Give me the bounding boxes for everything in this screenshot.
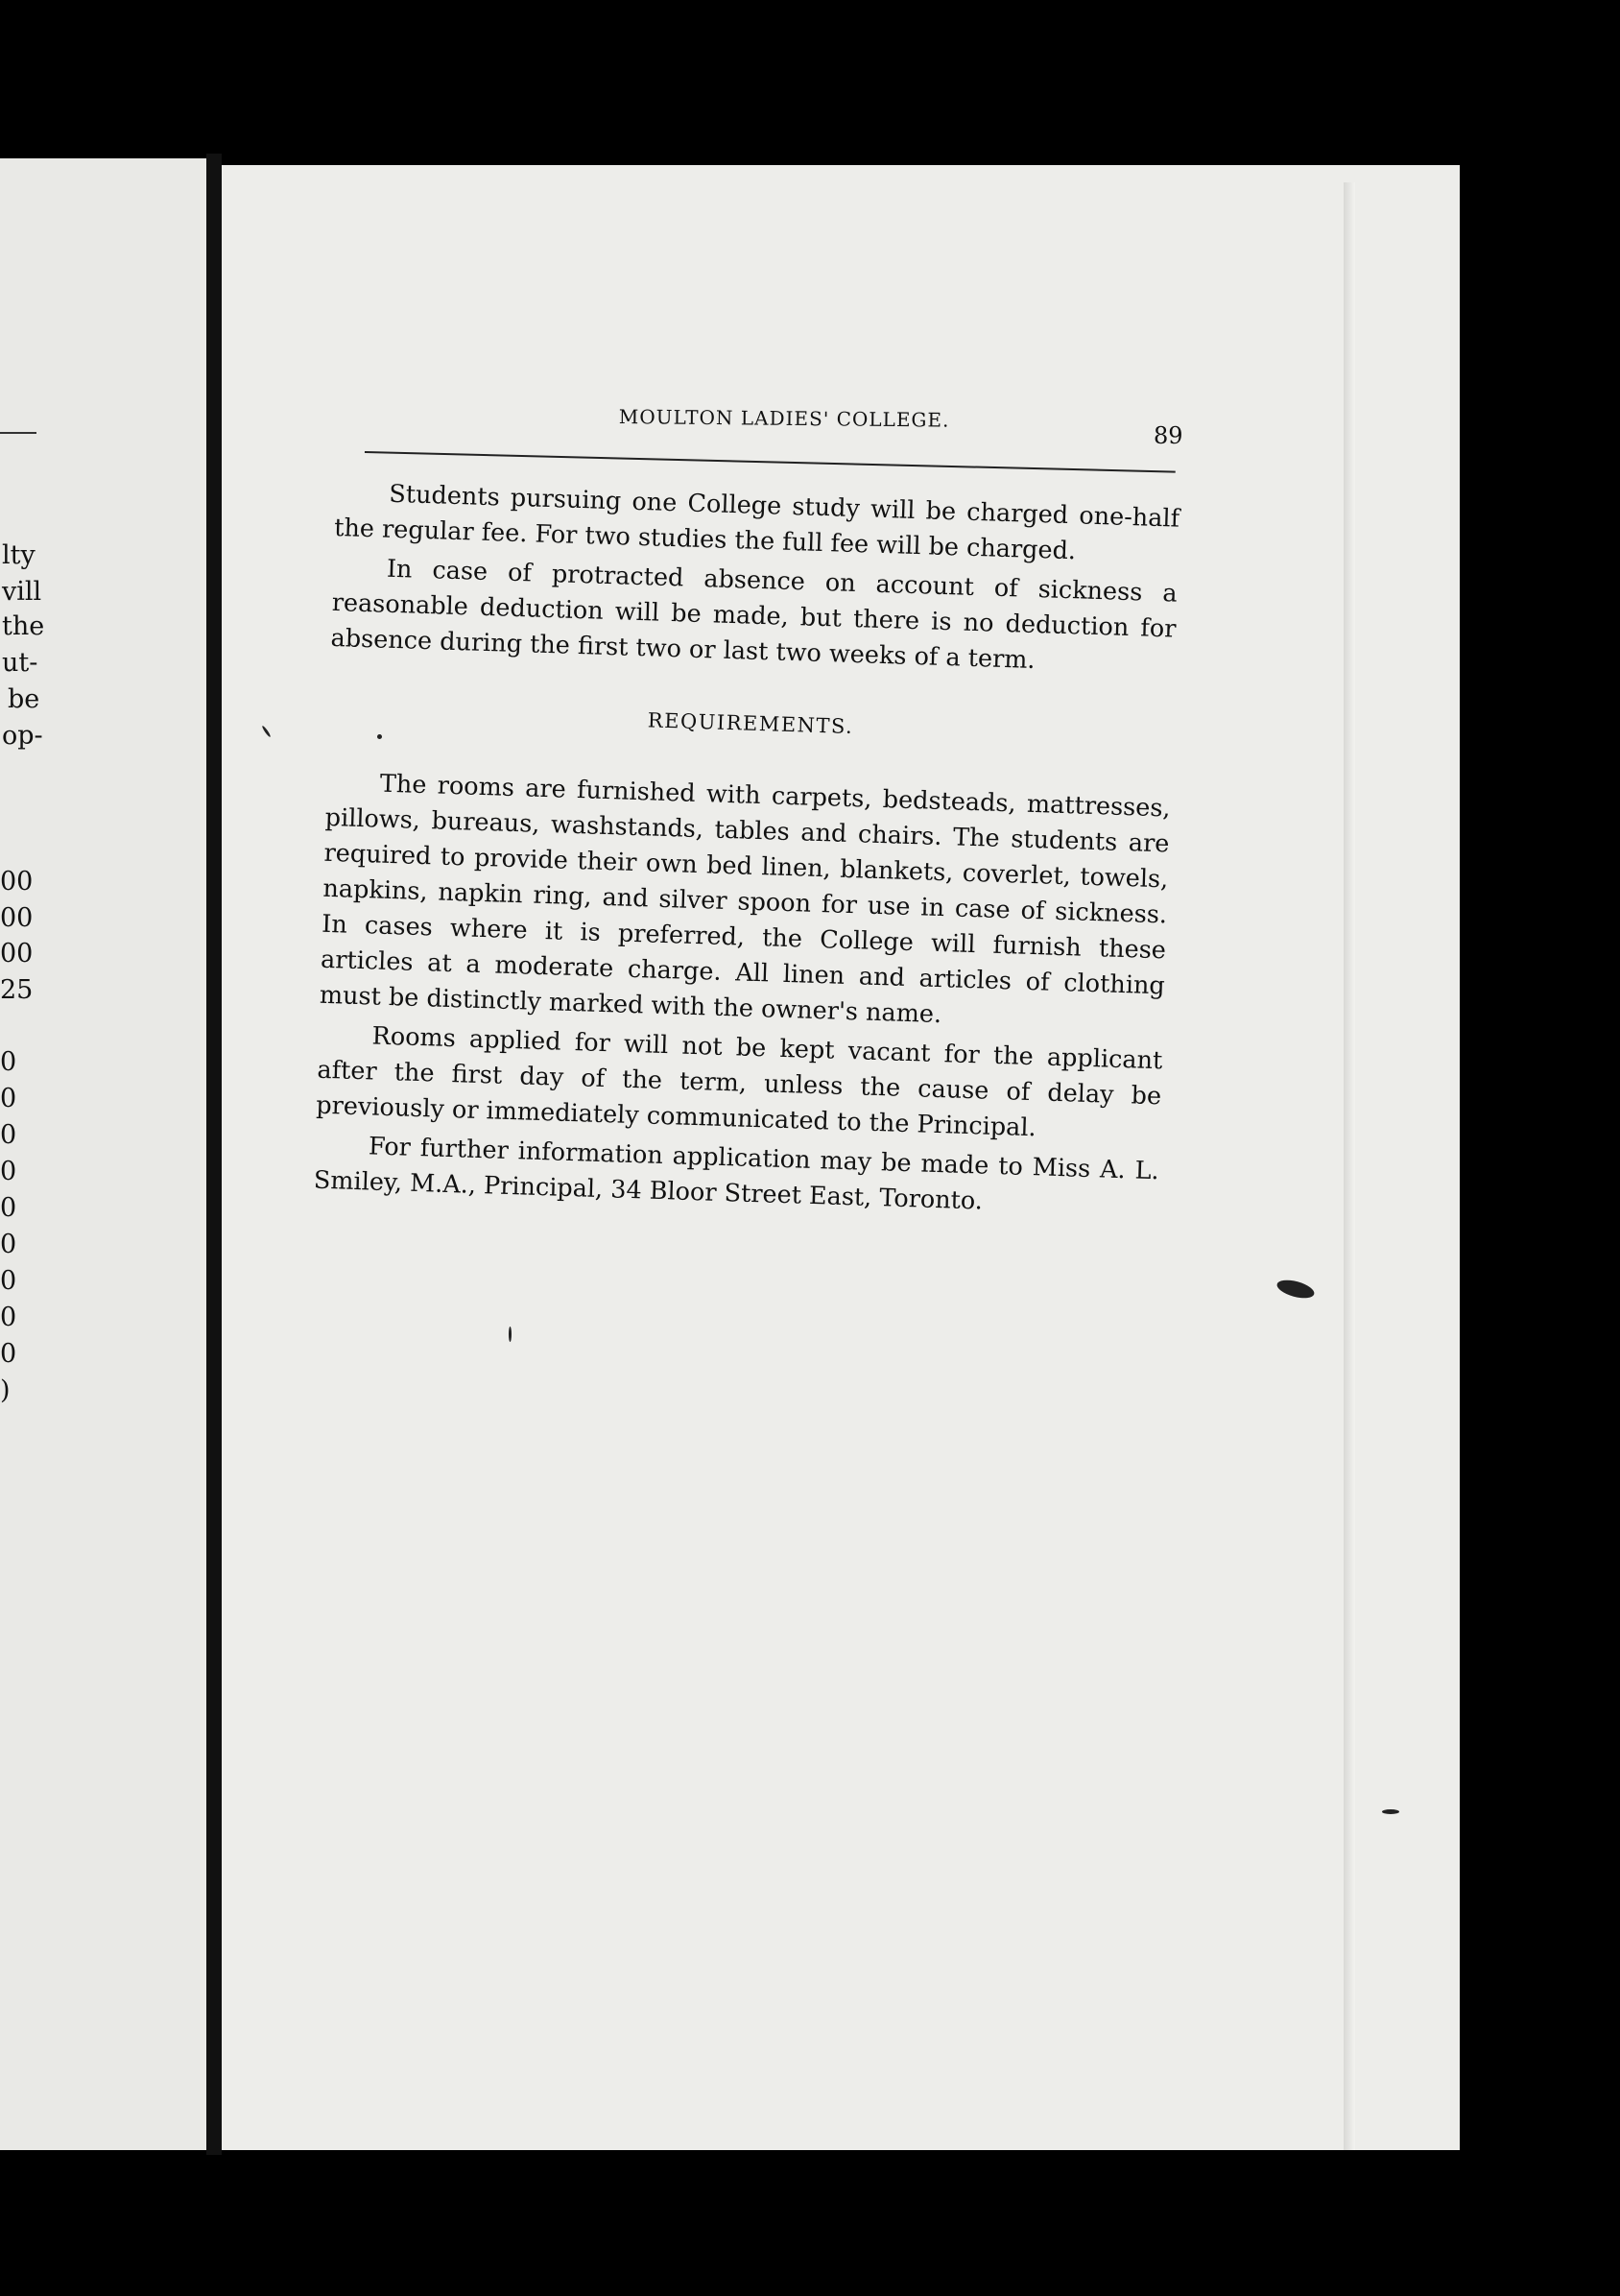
left-fragment: 0 bbox=[0, 1266, 17, 1296]
left-fragment: lty bbox=[2, 540, 36, 570]
left-fragment: 0 bbox=[0, 1303, 17, 1332]
left-fragment: the bbox=[2, 611, 45, 641]
left-fragment: 25 bbox=[0, 975, 34, 1005]
left-fragment: 0 bbox=[0, 1230, 17, 1259]
left-fragment: 00 bbox=[0, 903, 34, 933]
left-fragment: 0 bbox=[0, 1120, 17, 1150]
left-facing-page bbox=[0, 158, 206, 2150]
left-fragment: ) bbox=[0, 1375, 11, 1405]
running-header: MOULTON LADIES' COLLEGE. bbox=[618, 405, 950, 432]
scan-speck bbox=[1382, 1809, 1399, 1814]
left-fragment: 00 bbox=[0, 867, 34, 897]
left-fragment: 0 bbox=[0, 1193, 17, 1223]
paragraph-absence: In case of protracted absence on account of sickness a reasonable deduction will be made, but there is no deduction for absence during the first two or last two weeks of a term. bbox=[330, 554, 1179, 675]
section-heading-requirements: REQUIREMENTS. bbox=[647, 708, 854, 739]
page-number: 89 bbox=[1154, 422, 1183, 449]
left-fragment: ut- bbox=[2, 648, 38, 678]
left-fragment: 0 bbox=[0, 1084, 17, 1113]
paragraph-vacancy: Rooms applied for will not be kept vacant for the applicant after the first day of the term, unless the cause of delay be previously or immediately communicated to the Principal. bbox=[315, 1021, 1163, 1143]
left-fragment: op- bbox=[2, 721, 43, 751]
left-fragment: 0 bbox=[0, 1047, 17, 1077]
page-edge bbox=[1344, 182, 1355, 2150]
scan-speck bbox=[377, 734, 382, 739]
page-body bbox=[313, 475, 1179, 1225]
left-fragment: 00 bbox=[0, 939, 34, 969]
left-fragment: be bbox=[8, 684, 40, 714]
book-gutter bbox=[206, 154, 222, 2155]
left-page-rule bbox=[0, 432, 36, 434]
paragraph-contact: For further information application may be made to Miss A. L. Smiley, M.A., Principal, 34 Bloor Street East, Toronto. bbox=[313, 1132, 1160, 1216]
left-fragment: 0 bbox=[0, 1157, 17, 1186]
paragraph-rooms: The rooms are furnished with carpets, bedsteads, mattresses, pillows, bureaus, washstands, tables and chairs. The students are required to provide their own bed linen, blankets, coverlet, towels, napkins, napkin ring, and silver spoon for use in case of sickness. In cases where it is preferred, the College will furnish these articles at a moderate charge. All linen and articles of clothing must be distinctly marked with the owner's name. bbox=[319, 769, 1171, 1030]
paragraph-fees: Students pursuing one College study will be charged one-half the regular fee. For two studies the full fee will be charged. bbox=[333, 479, 1180, 566]
left-fragment: 0 bbox=[0, 1339, 17, 1369]
scan-speck bbox=[509, 1327, 512, 1342]
left-fragment: vill bbox=[2, 577, 42, 607]
